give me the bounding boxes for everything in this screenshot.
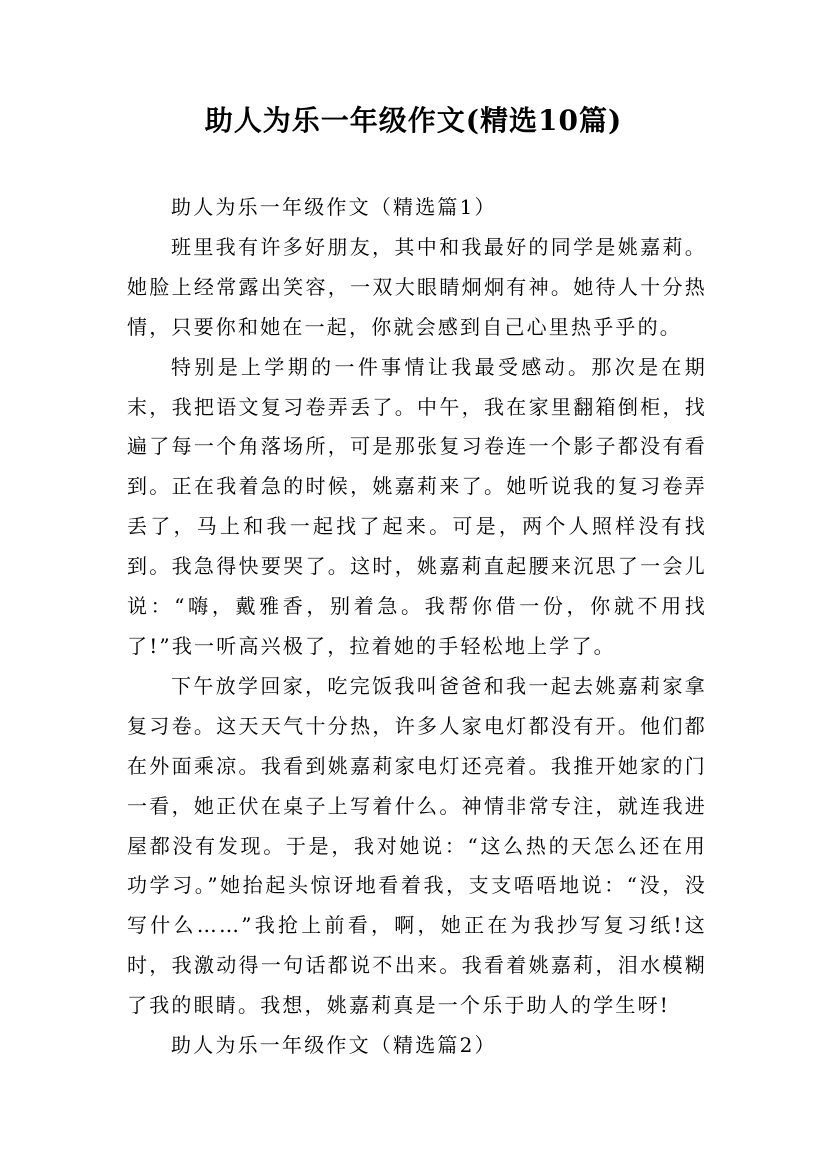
paragraph-2: 特别是上学期的一件事情让我最受感动。那次是在期末，我把语文复习卷弄丢了。中午，我在家里翻箱倒柜，找遍了每一个角落场所，可是那张复习卷连一个影子都没有看到。正在我着急的时候，姚嘉莉来了。她听说我的复习卷弄丢了，马上和我一起找了起来。可是，两个人照样没有找到。我急得快要哭了。这时，姚嘉莉直起腰来沉思了一会儿说：“嗨，戴雅香，别着急。我帮你借一份，你就不用找了!”我一听高兴极了，拉着她的手轻松地上学了。 xyxy=(127,354,707,658)
paragraph-1: 班里我有许多好朋友，其中和我最好的同学是姚嘉莉。她脸上经常露出笑容，一双大眼睛炯炯有神。她待人十分热情，只要你和她在一起，你就会感到自己心里热乎乎的。 xyxy=(127,234,707,339)
document-title: 助人为乐一年级作文(精选10篇) xyxy=(204,104,623,137)
section-heading-2: 助人为乐一年级作文（精选篇2） xyxy=(171,1033,497,1058)
paragraph-3: 下午放学回家，吃完饭我叫爸爸和我一起去姚嘉莉家拿复习卷。这天天气十分热，许多人家电灯都没有开。他们都在外面乘凉。我看到姚嘉莉家电灯还亮着。我推开她家的门一看，她正伏在桌子上写着什么。神情非常专注，就连我进屋都没有发现。于是，我对她说：“这么热的天怎么还在用功学习。”她抬起头惊讶地看着我，支支唔唔地说：“没，没写什么……”我抢上前看，啊，她正在为我抄写复习纸!这时，我激动得一句话都说不出来。我看着姚嘉莉，泪水模糊了我的眼睛。我想，姚嘉莉真是一个乐于助人的学生呀! xyxy=(127,673,707,1018)
document-body xyxy=(127,188,707,1066)
section-heading-1: 助人为乐一年级作文（精选篇1） xyxy=(171,195,497,219)
